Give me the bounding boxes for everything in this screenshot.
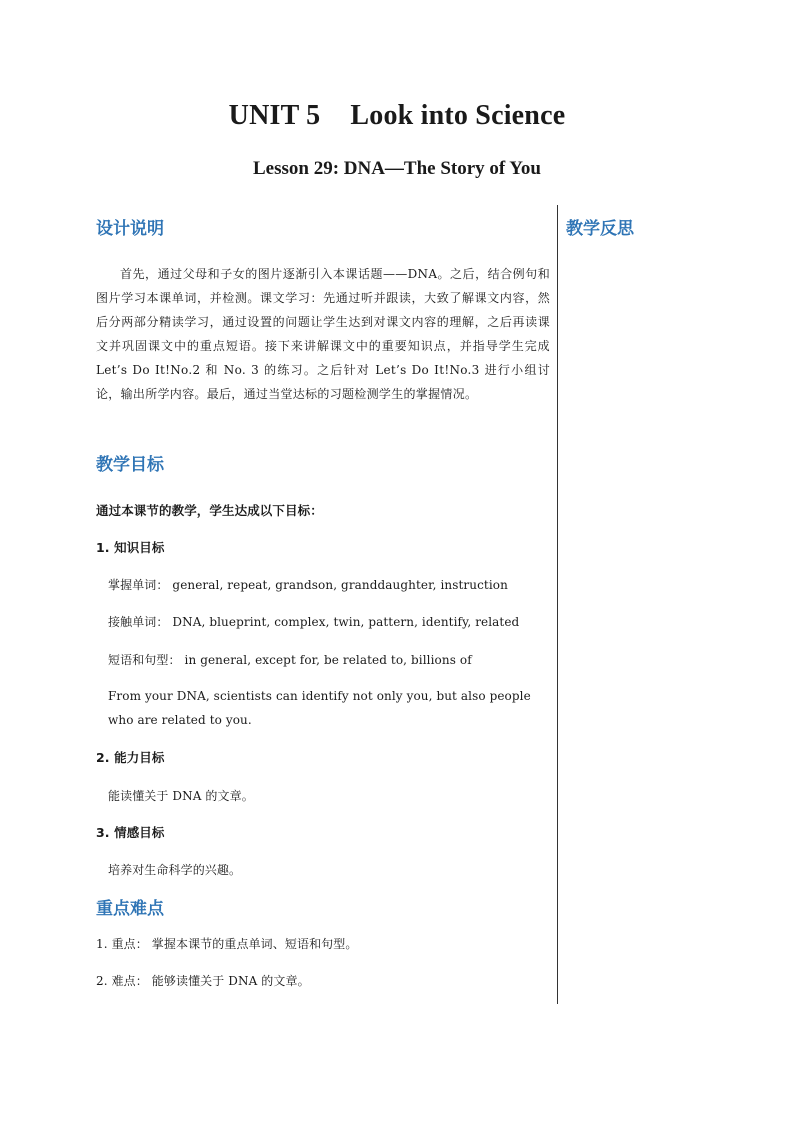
- goals-heading: 教学目标: [96, 455, 164, 475]
- key-sentence: From your DNA, scientists can identify not only you, but also people who are related to you.: [108, 689, 531, 727]
- keypoints-heading: 重点难点: [96, 899, 164, 919]
- goals-intro: 通过本课节的教学，学生达成以下目标：: [96, 503, 323, 518]
- emotion-goal-title: 3. 情感目标: [96, 825, 165, 840]
- column-divider: [557, 205, 558, 1004]
- key-point: 1. 重点： 掌握本课节的重点单词、短语和句型。: [96, 937, 358, 951]
- reflection-heading: 教学反思: [566, 219, 634, 239]
- ability-goal-text: 能读懂关于 DNA 的文章。: [108, 789, 254, 803]
- knowledge-goal-title: 1. 知识目标: [96, 540, 165, 555]
- design-paragraph: 首先，通过父母和子女的图片逐渐引入本课话题——DNA。之后，结合例句和图片学习本课单词，并检测。课文学习：先通过听并跟读，大致了解课文内容，然后分两部分精读学习，通过设置的问题让学生达到对课文内容的理解，之后再读课文并巩固课文中的重点短语。接下来讲解课文中的重要知识点，并指导学生完成 Let’s Do It!No.2 和 No. 3 的练习。之后针对 Let’s Do It!No.3 进行小组讨论，输出所学内容。最后，通过当堂达标的习题检测学生的掌握情况。: [96, 267, 550, 401]
- lesson-title: Lesson 29: DNA—The Story of You: [252, 158, 541, 179]
- emotion-goal-text: 培养对生命科学的兴趣。: [108, 863, 242, 877]
- master-words: 掌握单词： general, repeat, grandson, granddaughter, instruction: [108, 578, 508, 592]
- contact-words: 接触单词： DNA, blueprint, complex, twin, pattern, identify, related: [108, 615, 520, 629]
- ability-goal-title: 2. 能力目标: [96, 750, 165, 765]
- design-heading: 设计说明: [96, 219, 164, 239]
- unit-name: Look into Science: [350, 100, 566, 131]
- difficult-point: 2. 难点： 能够读懂关于 DNA 的文章。: [96, 974, 310, 988]
- unit-number: UNIT 5: [228, 100, 321, 131]
- unit-title: [0, 100, 794, 132]
- phrases-and-patterns: 短语和句型： in general, except for, be related to, billions of: [108, 653, 472, 667]
